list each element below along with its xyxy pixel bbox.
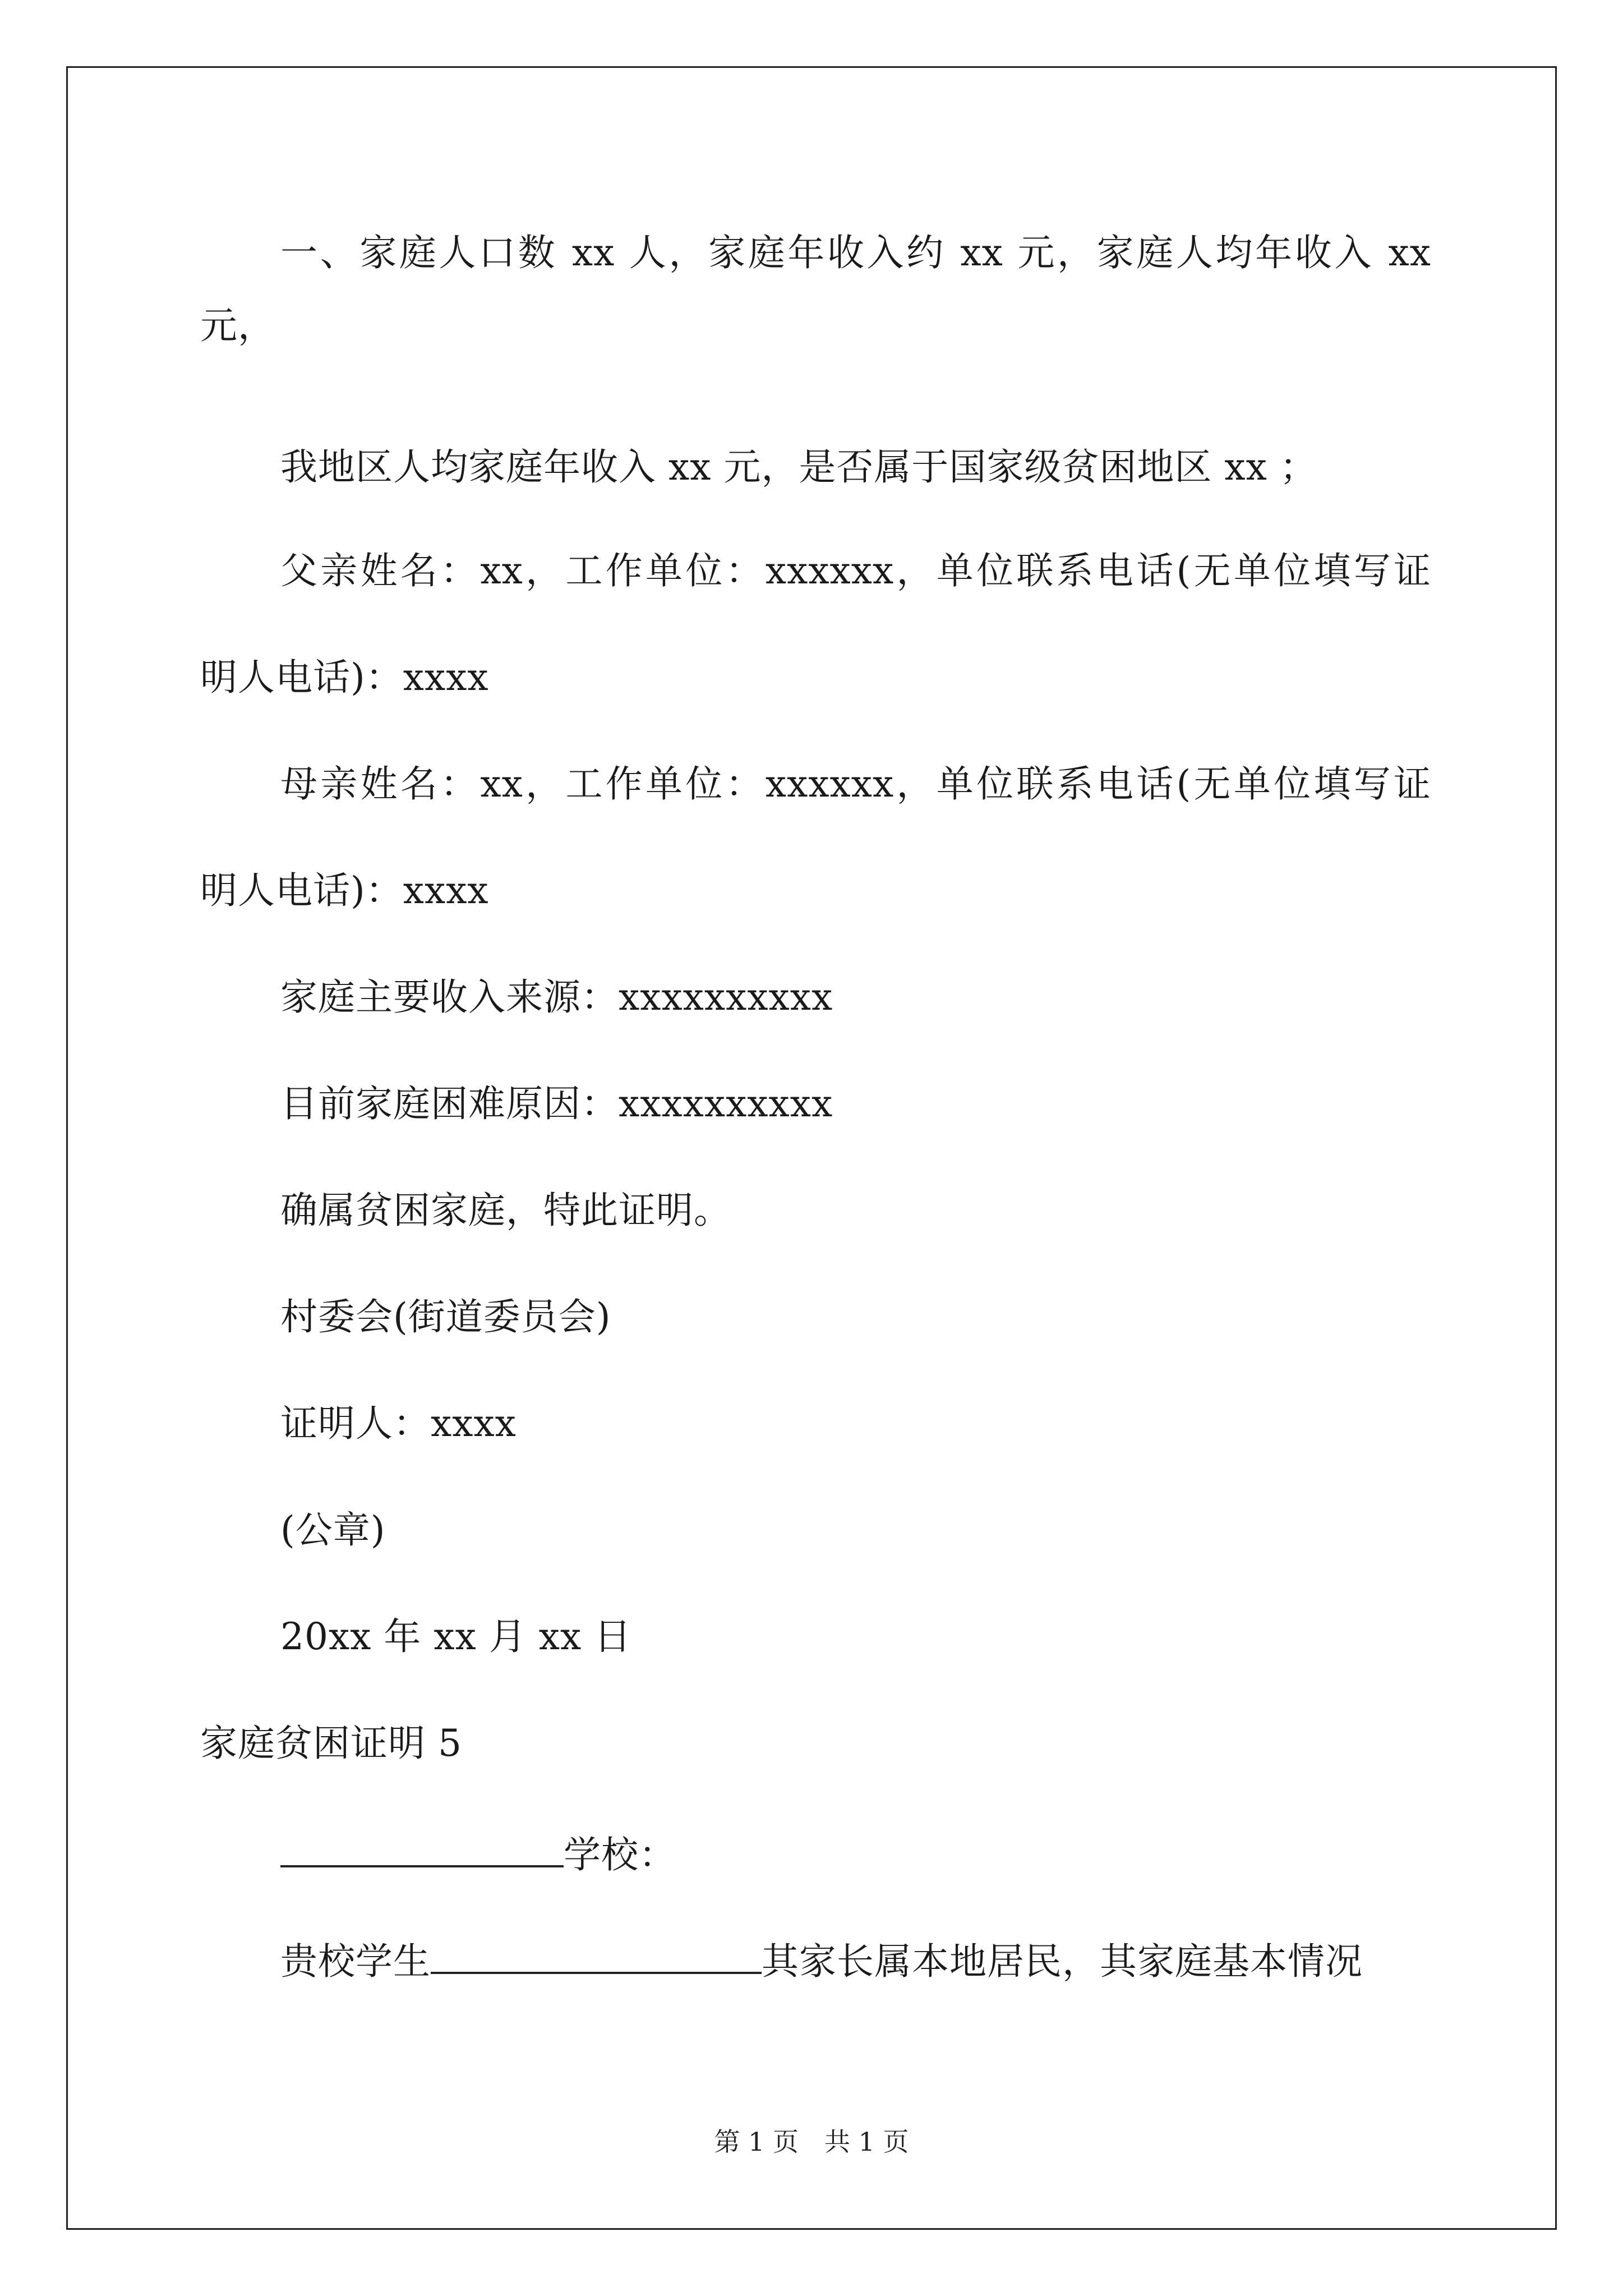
- paragraph-father-info-cont: 明人电话)：xxxx: [200, 656, 489, 699]
- student-line-prefix: 贵校学生: [280, 1940, 431, 1983]
- paragraph-hardship-reason: 目前家庭困难原因：xxxxxxxxxx: [280, 1082, 833, 1125]
- school-line-suffix: 学校：: [564, 1833, 676, 1876]
- paragraph-region-income: 我地区人均家庭年收入 xx 元，是否属于国家级贫困地区 xx ；: [280, 445, 1317, 489]
- student-info-line: [280, 1938, 1363, 1983]
- section-title: 家庭贫困证明 5: [200, 1722, 462, 1765]
- paragraph-income-source: 家庭主要收入来源：xxxxxxxxxx: [280, 976, 833, 1019]
- paragraph-father-info: 父亲姓名：xx，工作单位：xxxxxx，单位联系电话(无单位填写证: [280, 549, 1431, 592]
- student-name-blank: [431, 1938, 762, 1974]
- paragraph-mother-info: 母亲姓名：xx，工作单位：xxxxxx，单位联系电话(无单位填写证: [280, 762, 1431, 806]
- student-line-suffix: 其家长属本地居民，其家庭基本情况: [762, 1940, 1363, 1983]
- page-frame: [66, 66, 1557, 2230]
- school-address-line: [280, 1832, 676, 1874]
- paragraph-mother-info-cont: 明人电话)：xxxx: [200, 869, 489, 912]
- paragraph-date: 20xx 年 xx 月 xx 日: [280, 1615, 632, 1658]
- page-footer: 第 1 页 共 1 页: [714, 2127, 909, 2157]
- paragraph-witness: 证明人：xxxx: [280, 1402, 517, 1445]
- school-name-blank: [280, 1832, 564, 1867]
- paragraph-certification: 确属贫困家庭，特此证明。: [280, 1189, 731, 1232]
- paragraph-family-income: 一、家庭人口数 xx 人，家庭年收入约 xx 元，家庭人均年收入 xx: [280, 231, 1431, 274]
- paragraph-family-income-cont: 元，: [200, 304, 275, 347]
- paragraph-village-committee: 村委会(街道委员会): [280, 1295, 611, 1338]
- paragraph-official-seal: (公章): [280, 1508, 386, 1552]
